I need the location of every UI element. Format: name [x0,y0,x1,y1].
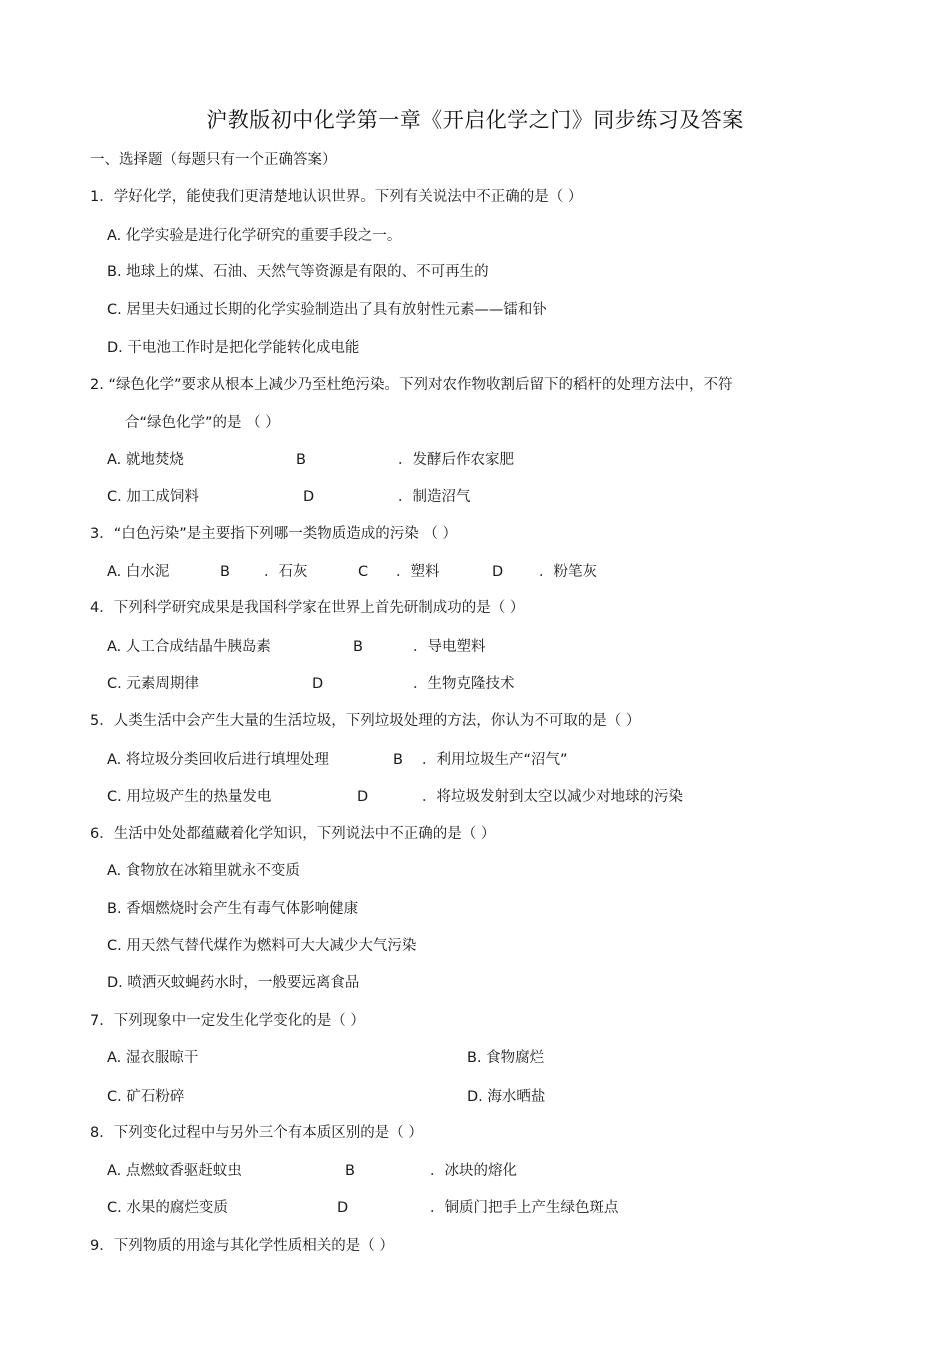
question-5-option-b-label: B [393,752,403,768]
question-3-option-d-label: D [492,564,504,580]
question-8-option-b: ．冰块的熔化 [430,1163,517,1179]
question-7-stem: 7．下列现象中一定发生化学变化的是（ ） [90,1013,365,1029]
question-5-option-a: A. 将垃圾分类回收后进行填埋处理 [107,752,329,768]
section-heading: 一、选择题（每题只有一个正确答案） [90,152,337,168]
question-2-option-a: A. 就地焚烧 [107,452,184,468]
question-2-option-b: ．发酵后作农家肥 [398,452,514,468]
question-4-option-b: ．导电塑料 [413,639,486,655]
question-2-stem: 2. “绿色化学”要求从根本上减少乃至杜绝污染。下列对农作物收割后留下的稻杆的处理方法中，不符 [90,377,733,393]
question-3-option-d: ．粉笔灰 [539,564,597,580]
question-1-option-d: D. 干电池工作时是把化学能转化成电能 [107,340,360,356]
question-5-option-b: ．利用垃圾生产“沼气” [422,752,568,768]
question-9-stem: 9．下列物质的用途与其化学性质相关的是（ ） [90,1238,394,1254]
question-8-option-a: A. 点燃蚊香驱赶蚊虫 [107,1163,242,1179]
question-7-option-a: A. 湿衣服晾干 [107,1050,199,1066]
question-4-option-d-label: D [312,676,324,692]
question-1-option-c: C. 居里夫妇通过长期的化学实验制造出了具有放射性元素——镭和钋 [107,302,547,318]
question-2-option-c: C. 加工成饲料 [107,489,199,505]
question-8-option-d-label: D [337,1200,349,1216]
question-4-option-c: C. 元素周期律 [107,676,199,692]
question-5-stem: 5．人类生活中会产生大量的生活垃圾，下列垃圾处理的方法，你认为不可取的是（ ） [90,713,641,729]
question-7-option-b: B. 食物腐烂 [467,1050,545,1066]
question-4-stem: 4．下列科学研究成果是我国科学家在世界上首先研制成功的是（ ） [90,600,525,616]
question-3-option-b-label: B [220,564,230,580]
question-6-option-a: A. 食物放在冰箱里就永不变质 [107,863,300,879]
question-3-option-b: ．石灰 [264,564,308,580]
question-4-option-a: A. 人工合成结晶牛胰岛素 [107,639,271,655]
question-3-option-c: ．塑料 [396,564,440,580]
question-6-option-b: B. 香烟燃烧时会产生有毒气体影响健康 [107,901,359,917]
question-5-option-d: ．将垃圾发射到太空以减少对地球的污染 [422,789,683,805]
question-6-option-c: C. 用天然气替代煤作为燃料可大大减少大气污染 [107,938,417,954]
question-2-stem-continued: 合“绿色化学”的是 （ ） [125,415,280,431]
question-4-option-d: ．生物克隆技术 [413,676,515,692]
question-2-option-d-label: D [303,489,315,505]
question-5-option-c: C. 用垃圾产生的热量发电 [107,789,272,805]
page-title: 沪教版初中化学第一章《开启化学之门》同步练习及答案 [206,108,744,132]
question-3-stem: 3．“白色污染”是主要指下列哪一类物质造成的污染 （ ） [90,526,457,542]
question-2-option-b-label: B [296,452,306,468]
question-8-option-b-label: B [345,1163,355,1179]
question-5-option-d-label: D [357,789,369,805]
question-1-option-b: B. 地球上的煤、石油、天然气等资源是有限的、不可再生的 [107,264,489,280]
question-6-option-d: D. 喷洒灭蚊蝇药水时，一般要远离食品 [107,975,360,991]
question-7-option-d: D. 海水晒盐 [467,1089,546,1105]
question-8-stem: 8．下列变化过程中与另外三个有本质区别的是（ ） [90,1125,423,1141]
question-1-option-a: A. 化学实验是进行化学研究的重要手段之一。 [107,228,402,244]
question-8-option-c: C. 水果的腐烂变质 [107,1200,228,1216]
question-3-option-a: A. 白水泥 [107,564,170,580]
question-7-option-c: C. 矿石粉碎 [107,1089,185,1105]
question-8-option-d: ．铜质门把手上产生绿色斑点 [430,1200,619,1216]
question-1-stem: 1．学好化学，能使我们更清楚地认识世界。下列有关说法中不正确的是（ ） [90,189,583,205]
question-3-option-c-label: C [358,564,369,580]
question-6-stem: 6．生活中处处都蕴藏着化学知识，下列说法中不正确的是（ ） [90,826,496,842]
question-4-option-b-label: B [353,639,363,655]
question-2-option-d: ．制造沼气 [398,489,471,505]
